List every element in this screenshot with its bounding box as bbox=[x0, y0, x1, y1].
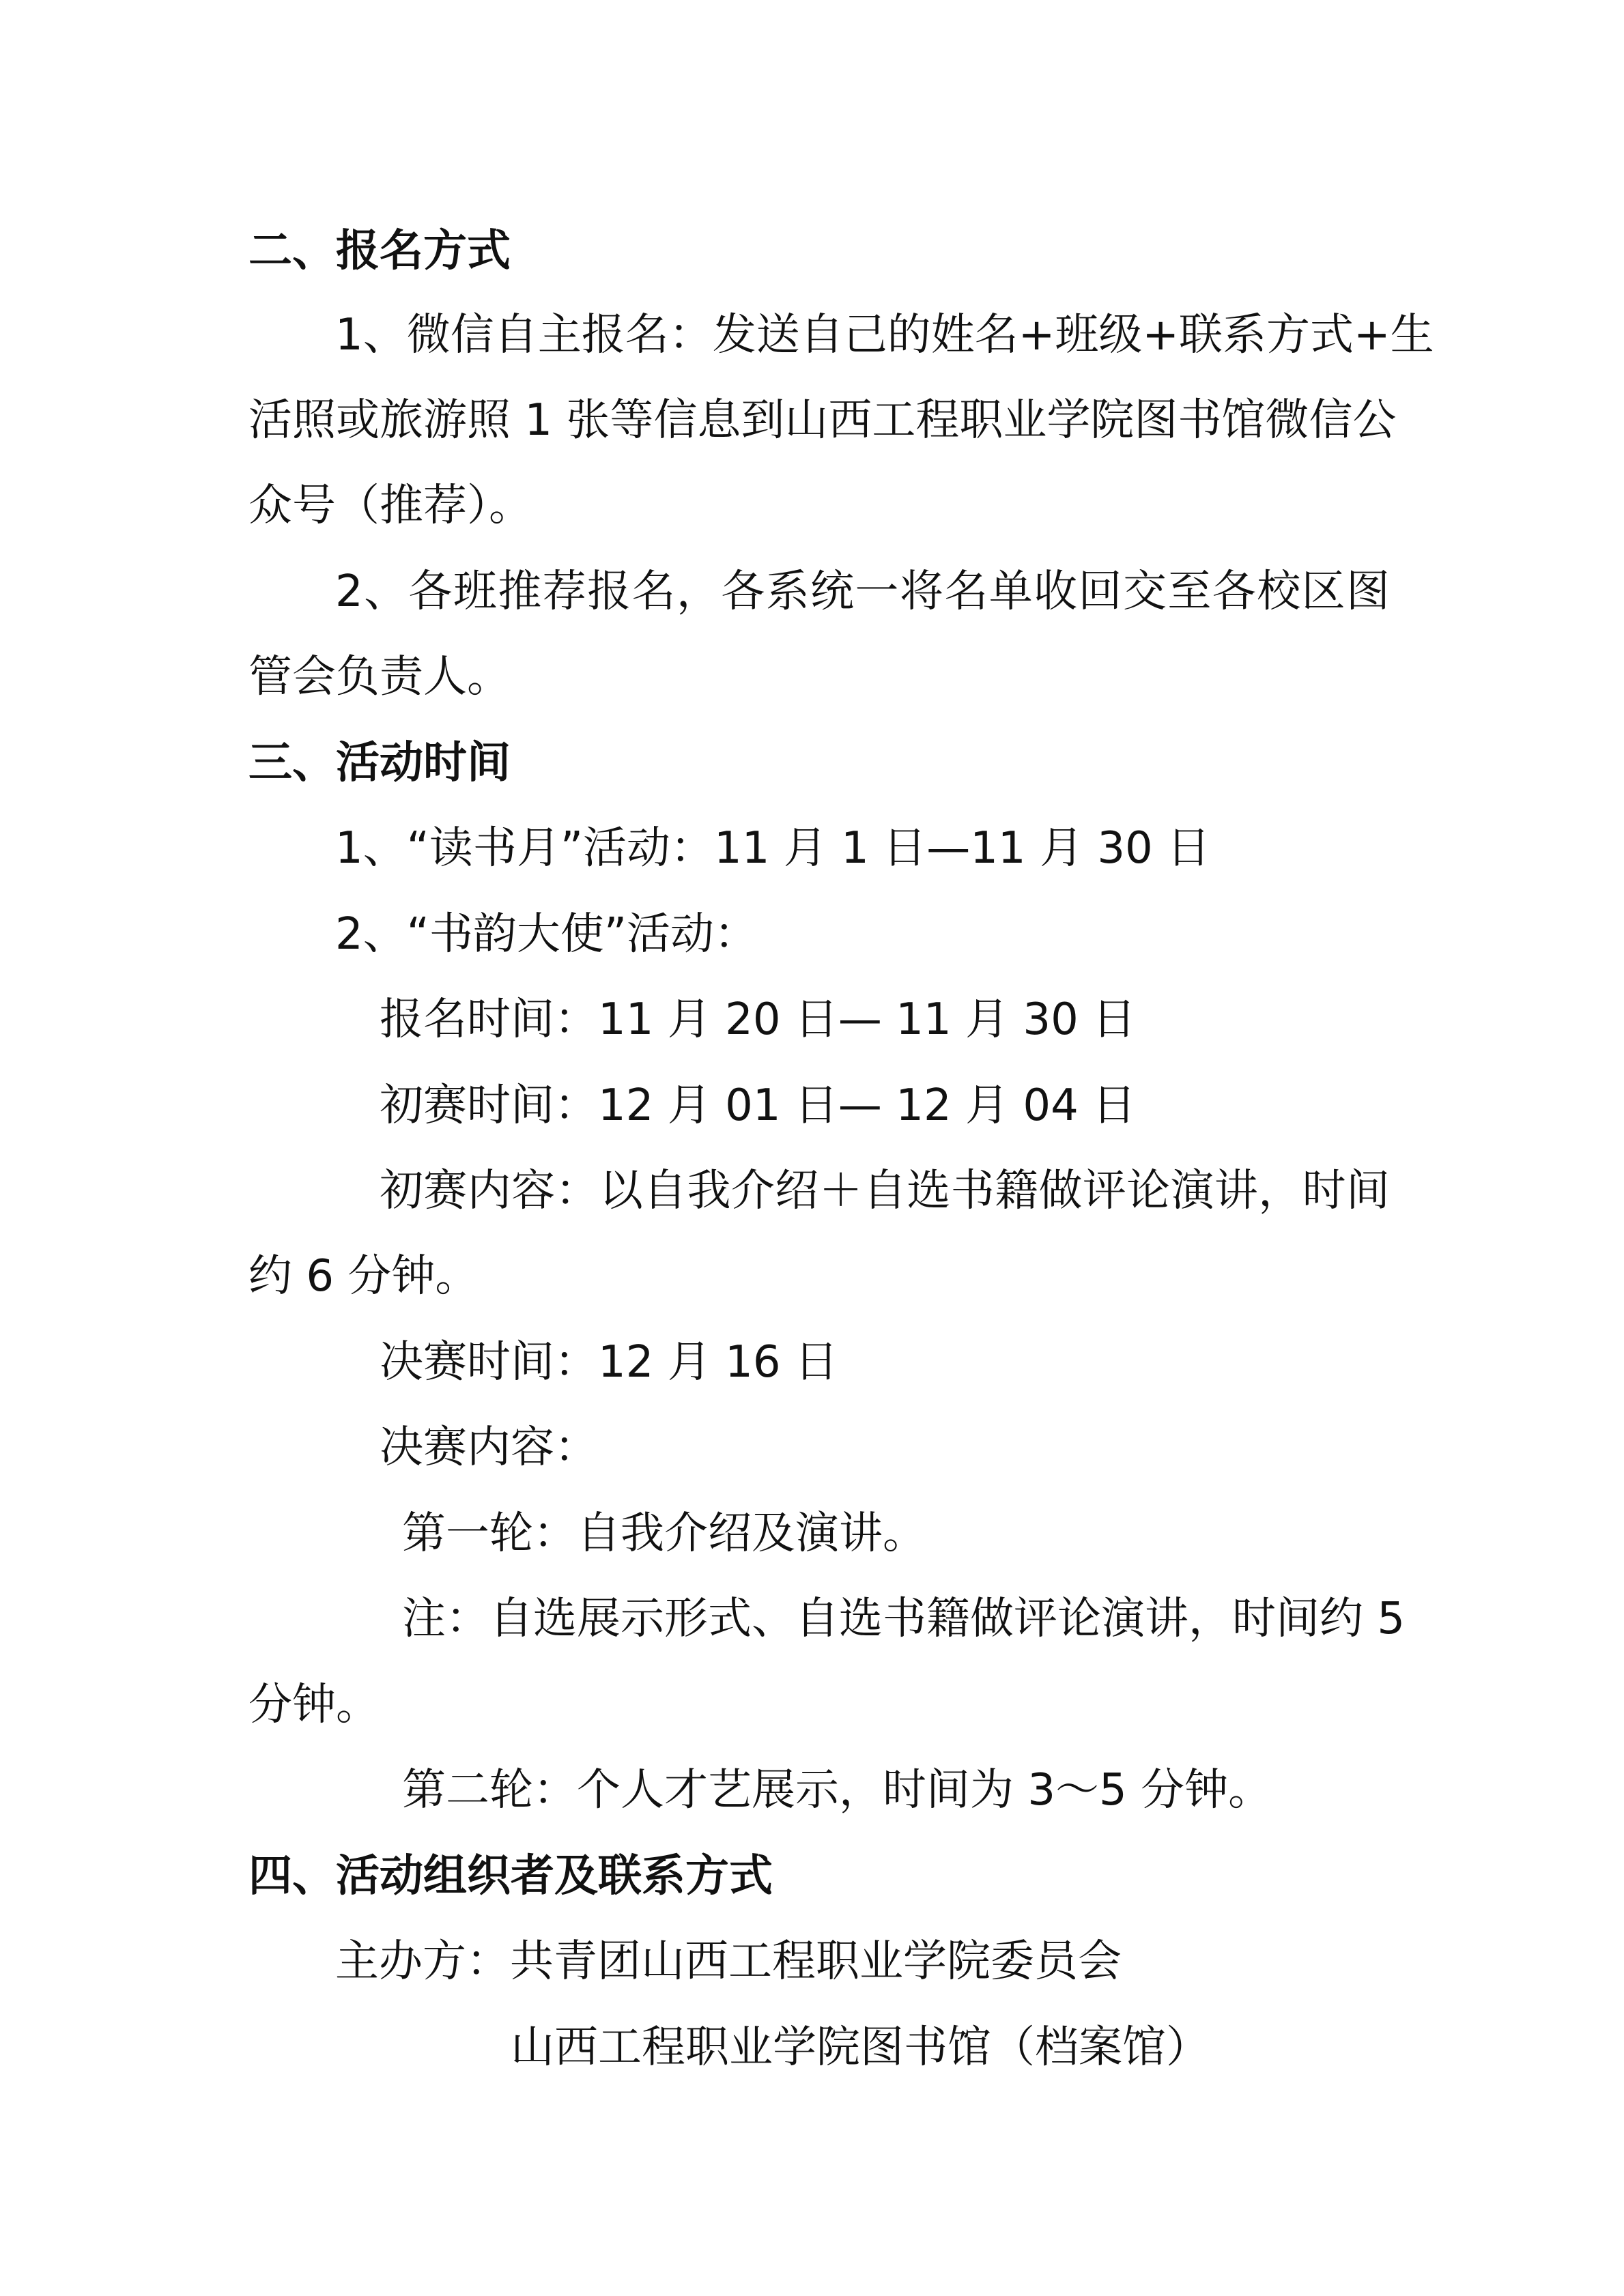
section-heading-registration: 二、报名方式 bbox=[248, 226, 511, 276]
schedule-round2: 第二轮：个人才艺展示，时间为 3～5 分钟。 bbox=[402, 1765, 1272, 1816]
section-heading-schedule: 三、活动时间 bbox=[248, 738, 511, 788]
schedule-ambassador: 2、“书韵大使”活动： bbox=[335, 909, 758, 960]
registration-item1-line3: 众号（推荐）。 bbox=[248, 480, 532, 531]
schedule-signup-time: 报名时间：11 月 20 日— 11 月 30 日 bbox=[380, 994, 1137, 1045]
schedule-note-line2: 分钟。 bbox=[248, 1680, 380, 1730]
schedule-round1: 第一轮：自我介绍及演讲。 bbox=[402, 1508, 926, 1559]
organizers-host-line1: 主办方：共青团山西工程职业学院委员会 bbox=[335, 1936, 1122, 1987]
schedule-final-content: 决赛内容： bbox=[380, 1422, 598, 1473]
schedule-prelim-content-line2: 约 6 分钟。 bbox=[248, 1251, 479, 1302]
section-heading-organizers: 四、活动组织者及联系方式 bbox=[248, 1851, 773, 1902]
schedule-prelim-time: 初赛时间：12 月 01 日— 12 月 04 日 bbox=[380, 1080, 1137, 1131]
registration-item2-line1: 2、各班推荐报名，各系统一将名单收回交至各校区图 bbox=[335, 566, 1390, 617]
schedule-prelim-content-line1: 初赛内容：以自我介绍＋自选书籍做评论演讲，时间 bbox=[380, 1166, 1390, 1216]
schedule-reading-month: 1、“读书月”活动：11 月 1 日—11 月 30 日 bbox=[335, 823, 1211, 874]
organizers-host-line2: 山西工程职业学院图书馆（档案馆） bbox=[511, 2022, 1210, 2073]
registration-item1-line2: 活照或旅游照 1 张等信息到山西工程职业学院图书馆微信公 bbox=[248, 395, 1397, 446]
schedule-final-time: 决赛时间：12 月 16 日 bbox=[380, 1337, 838, 1388]
registration-item2-line2: 管会负责人。 bbox=[248, 652, 511, 702]
schedule-note-line1: 注：自选展示形式、自选书籍做评论演讲，时间约 5 bbox=[402, 1594, 1406, 1644]
registration-item1-line1: 1、微信自主报名：发送自己的姓名+班级+联系方式+生 bbox=[335, 310, 1434, 360]
